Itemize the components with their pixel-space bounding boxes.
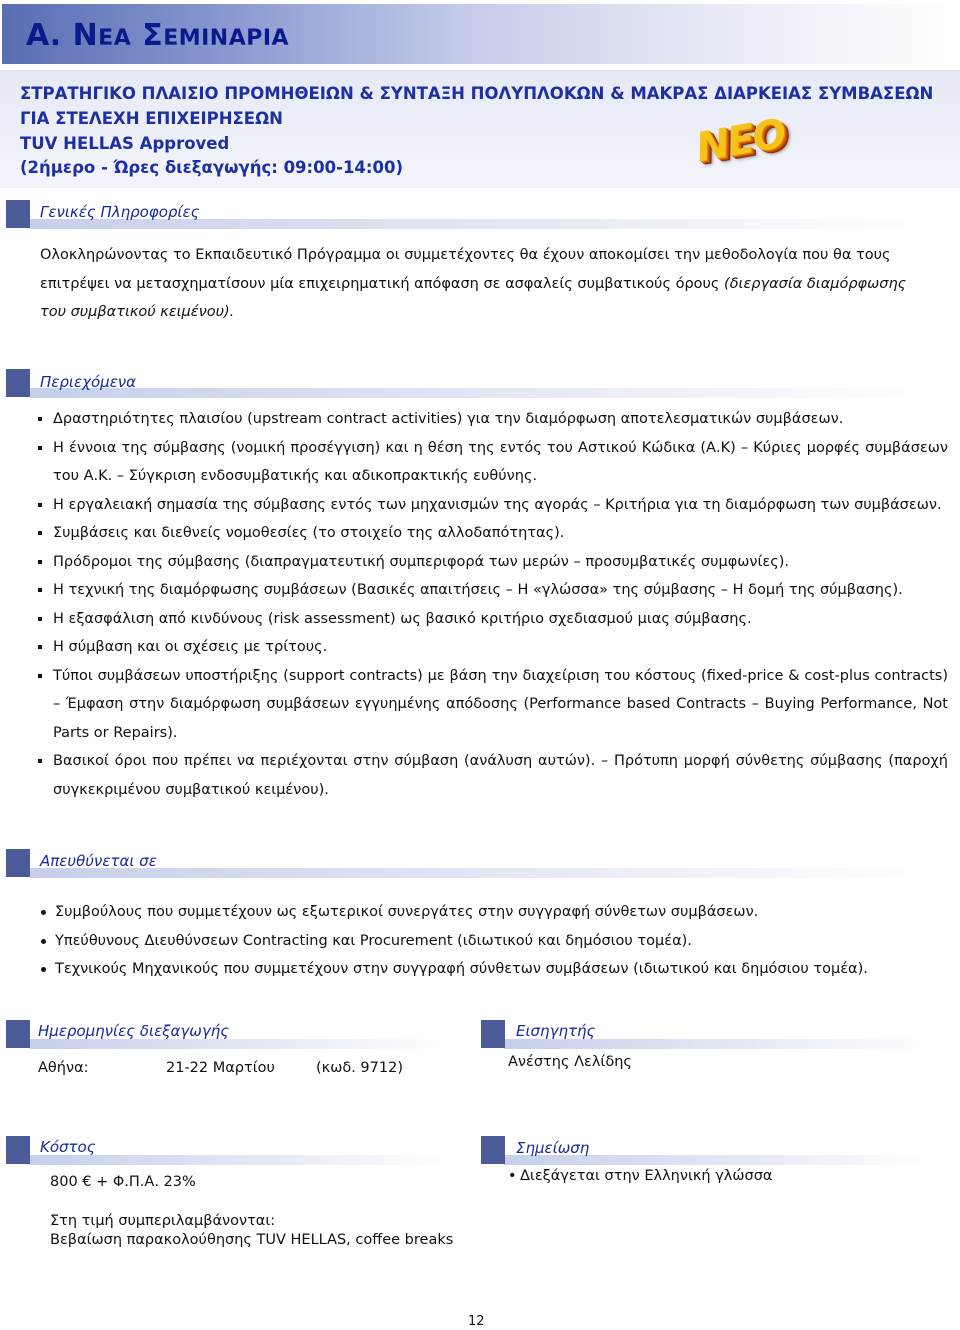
bullet-icon <box>41 910 46 915</box>
cost-includes: Βεβαίωση παρακολούθησης TUV HELLAS, coffee breaks <box>50 1232 454 1248</box>
title-initial-1: Ν <box>72 18 99 53</box>
title-banner <box>2 4 958 64</box>
contents-item: Πρόδρομοι της σύμβασης (διαπραγματευτική συμπεριφορά των μερών – προσυμβατικές συμφωνίες). <box>38 548 948 577</box>
page-title <box>26 18 289 53</box>
bullet-icon <box>38 560 42 564</box>
dates-city: Αθήνα: <box>38 1060 89 1076</box>
new-badge-logo: ΝΕΟ <box>692 110 789 172</box>
bullet-icon <box>38 503 42 507</box>
section-bar-speaker <box>504 1039 934 1049</box>
contents-item: Η εξασφάλιση από κινδύνους (risk assessment) ως βασικό κριτήριο σχεδιασμού μιας σύμβασης. <box>38 605 948 634</box>
audience-item: Τεχνικούς Μηχανικούς που συμμετέχουν στην συγγραφή σύνθετων συμβάσεων (ιδιωτικού και δημόσιου τομέα). <box>40 955 920 984</box>
bullet-icon <box>38 674 42 678</box>
section-title-contents: Περιεχόμενα <box>40 373 137 391</box>
contents-item: Η εργαλειακή σημασία της σύμβασης εντός των μηχανισμών της αγοράς – Κριτήρια για τη διαμόρφωση των συμβάσεων. <box>38 491 948 520</box>
section-marker-dates <box>6 1020 30 1048</box>
certification-line: TUV HELLAS Approved <box>20 134 230 153</box>
section-marker-general <box>6 200 30 228</box>
bullet-icon <box>38 531 42 535</box>
bullet-icon <box>41 939 46 944</box>
audience-item: Συμβούλους που συμμετέχουν ως εξωτερικοί συνεργάτες στην συγγραφή σύνθετων συμβάσεων. <box>40 898 920 927</box>
bullet-icon <box>38 417 42 421</box>
bullet-icon <box>38 617 42 621</box>
seminar-title-line-2: ΓΙΑ ΣΤΕΛΕΧΗ ΕΠΙΧΕΙΡΗΣΕΩΝ <box>20 109 283 128</box>
section-title-audience: Απευθύνεται σε <box>40 852 157 870</box>
contents-item: Βασικοί όροι που πρέπει να περιέχονται στην σύμβαση (ανάλυση αυτών). – Πρότυπη μορφή σύνθετης σύμβασης (παροχή συγκεκριμένου συμβατικού κειμένου). <box>38 747 948 804</box>
contents-item: Δραστηριότητες πλαισίου (upstream contract activities) για την διαμόρφωση αποτελεσματικών συμβάσεων. <box>38 405 948 434</box>
section-bar-contents <box>30 388 930 398</box>
duration-line: (2ήμερο - Ώρες διεξαγωγής: 09:00-14:00) <box>20 158 404 177</box>
section-marker-note <box>481 1136 505 1164</box>
section-title-dates: Ημερομηνίες διεξαγωγής <box>38 1022 230 1040</box>
note-bullet-icon: • <box>508 1168 517 1184</box>
title-initial-2: Σ <box>142 18 164 53</box>
general-text-italic: (διεργασία διαμόρφωσης του συμβατικού κειμένου). <box>40 275 907 320</box>
cost-price: 800 € + Φ.Π.Α. 23% <box>50 1174 196 1190</box>
section-title-cost: Κόστος <box>40 1138 96 1156</box>
contents-item: Η έννοια της σύμβασης (νομική προσέγγιση) και η θέση της εντός του Αστικού Κώδικα (Α.Κ) – Κύριες μορφές συμβάσεων του Α.Κ. – Σύγκριση ενδοσυμβατικής και αδικοπρακτικής ευθύνης. <box>38 434 948 491</box>
contents-item: Συμβάσεις και διεθνείς νομοθεσίες (το στοιχείο της αλλοδαπότητας). <box>38 519 948 548</box>
section-marker-audience <box>6 849 30 877</box>
contents-list <box>38 405 948 804</box>
section-bar-audience <box>30 868 930 878</box>
contents-item: Τύποι συμβάσεων υποστήριξης (support contracts) με βάση την διαχείριση του κόστους (fixed-price & cost-plus contracts) – Έμφαση στην διαμόρφωση συμβάσεων εγγυημένης απόδοσης (Performance based Contracts – Buying Performance, Not Parts or Repairs). <box>38 662 948 748</box>
title-prefix: Α. <box>26 18 73 53</box>
section-marker-cost <box>6 1136 30 1164</box>
bullet-icon <box>38 645 42 649</box>
general-text: Ολοκληρώνοντας το Εκπαιδευτικό Πρόγραμμα οι συμμετέχοντες θα έχουν αποκομίσει την μεθοδολογία που θα τους επιτρέψει να μετασχηματίσουν μία επιχειρηματική απόφαση σε ασφαλείς συμβατικούς όρους <box>40 247 891 292</box>
section-title-note: Σημείωση <box>516 1139 590 1157</box>
section-bar-cost <box>30 1155 450 1165</box>
contents-item: Η τεχνική της διαμόρφωσης συμβάσεων (Βασικές απαιτήσεις – Η «γλώσσα» της σύμβασης – Η δομή της σύμβασης). <box>38 576 948 605</box>
dates-days: 21-22 Μαρτίου <box>166 1060 275 1076</box>
bullet-icon <box>41 967 46 972</box>
section-bar-dates <box>30 1039 450 1049</box>
bullet-icon <box>38 759 42 763</box>
section-marker-contents <box>6 369 30 397</box>
audience-list <box>40 898 920 984</box>
page-number: 12 <box>468 1314 485 1329</box>
speaker-name: Ανέστης Λελίδης <box>508 1054 632 1070</box>
cost-includes-label: Στη τιμή συμπεριλαμβάνονται: <box>50 1213 276 1229</box>
audience-item: Υπεύθυνους Διευθύνσεων Contracting και Procurement (ιδιωτικού και δημόσιου τομέα). <box>40 927 920 956</box>
general-description <box>40 241 920 327</box>
dates-code: (κωδ. 9712) <box>316 1060 403 1076</box>
bullet-icon <box>38 446 42 450</box>
section-title-general: Γενικές Πληροφορίες <box>40 203 200 221</box>
bullet-icon <box>38 588 42 592</box>
contents-item: Η σύμβαση και οι σχέσεις με τρίτους. <box>38 633 948 662</box>
section-title-speaker: Εισηγητής <box>516 1022 596 1040</box>
seminar-title-line-1: ΣΤΡΑΤΗΓΙΚΟ ΠΛΑΙΣΙΟ ΠΡΟΜΗΘΕΙΩΝ & ΣΥΝΤΑΞΗ ΠΟΛΥΠΛΟΚΩΝ & ΜΑΚΡΑΣ ΔΙΑΡΚΕΙΑΣ ΣΥΜΒΑΣΕΩΝ <box>20 84 934 103</box>
note-text: Διεξάγεται στην Ελληνική γλώσσα <box>520 1168 773 1184</box>
title-rest-1: ΕΑ <box>98 26 132 51</box>
section-marker-speaker <box>481 1020 505 1048</box>
title-rest-2: ΕΜΙΝΑΡΙΑ <box>163 26 290 51</box>
